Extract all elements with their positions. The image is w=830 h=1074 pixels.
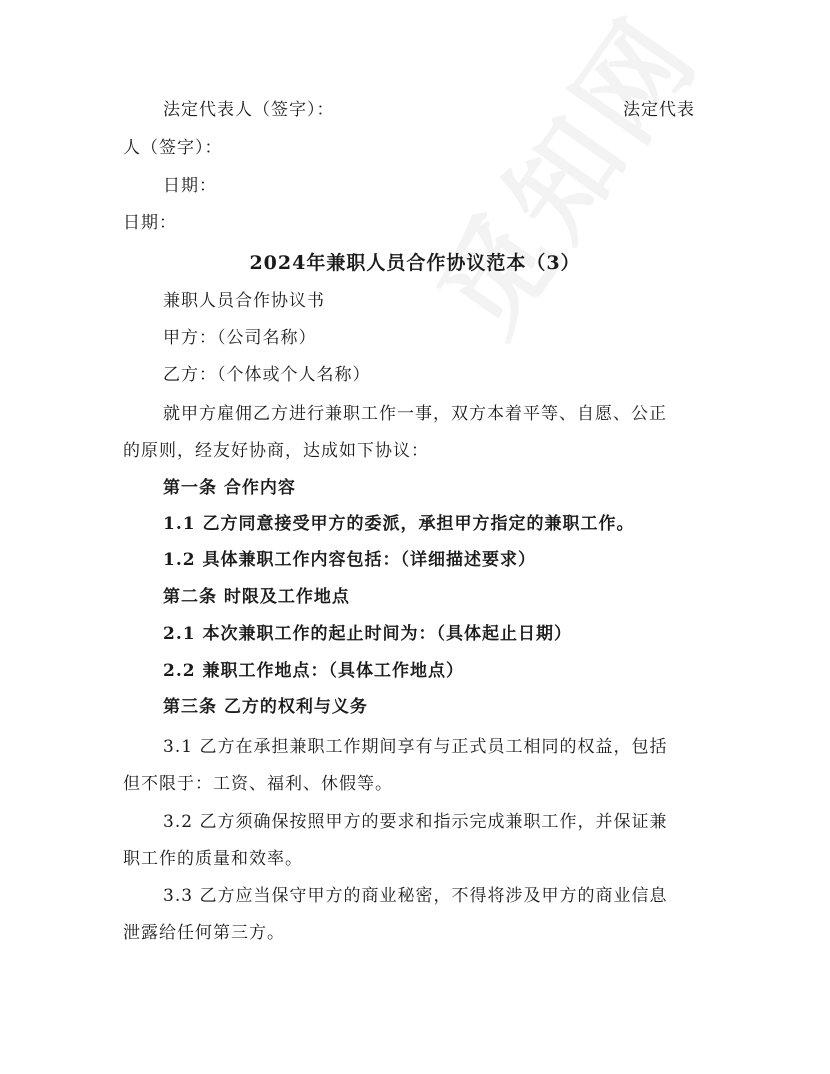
clause-1-2: 1.2 具体兼职工作内容包括：（详细描述要求） (163, 550, 536, 570)
clause-3-3-line1: 3.3 乙方应当保守甲方的商业秘密，不得将涉及甲方的商业信息 (163, 886, 668, 906)
date-right: 日期： (123, 213, 177, 233)
intro-paragraph-line2: 的原则，经友好协商，达成如下协议： (123, 441, 429, 461)
article-2-heading: 第二条 时限及工作地点 (163, 587, 350, 607)
party-b: 乙方：（个体或个人名称） (163, 365, 371, 385)
article-3-heading: 第三条 乙方的权利与义务 (163, 697, 368, 717)
date-left: 日期： (163, 176, 217, 196)
party-a: 甲方：（公司名称） (163, 328, 317, 348)
clause-1-1: 1.1 乙方同意接受甲方的委派，承担甲方指定的兼职工作。 (163, 514, 635, 534)
clause-3-2-line2: 职工作的质量和效率。 (123, 849, 303, 869)
clause-3-3-line2: 泄露给任何第三方。 (123, 923, 285, 943)
article-1-heading: 第一条 合作内容 (163, 478, 296, 498)
legal-rep-signature-right: 法定代表 (623, 100, 695, 120)
clause-2-2: 2.2 兼职工作地点：（具体工作地点） (163, 661, 464, 681)
agreement-name: 兼职人员合作协议书 (163, 291, 325, 311)
clause-3-1-line1: 3.1 乙方在承担兼职工作期间享有与正式员工相同的权益，包括 (163, 737, 668, 757)
legal-rep-signature-right-cont: 人（签字）： (123, 138, 223, 158)
intro-paragraph-line1: 就甲方雇佣乙方进行兼职工作一事，双方本着平等、自愿、公正 (163, 404, 667, 424)
clause-3-2-line1: 3.2 乙方须确保按照甲方的要求和指示完成兼职工作，并保证兼 (163, 812, 668, 832)
legal-rep-signature-left: 法定代表人（签字）： (163, 100, 335, 120)
document-title: 2024年兼职人员合作协议范本（3） (249, 252, 581, 274)
clause-3-1-line2: 但不限于：工资、福利、休假等。 (123, 774, 393, 794)
clause-2-1: 2.1 本次兼职工作的起止时间为：（具体起止日期） (163, 624, 572, 644)
